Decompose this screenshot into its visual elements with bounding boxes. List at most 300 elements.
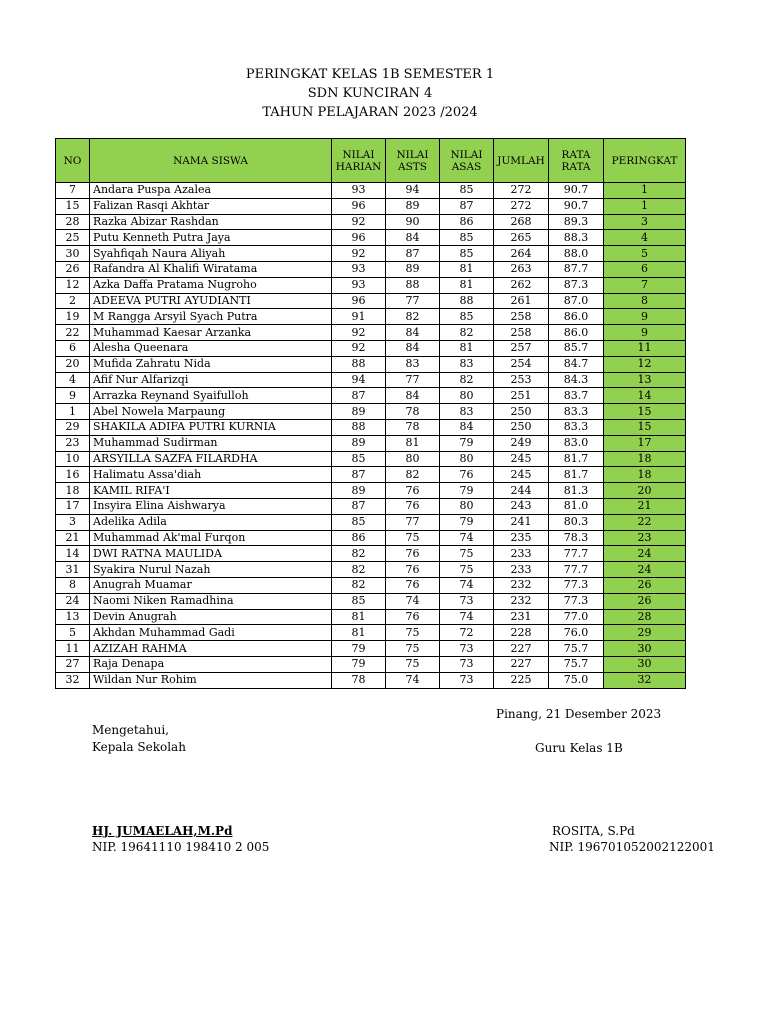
- cell-harian: 92: [332, 325, 386, 341]
- table-row: [56, 261, 686, 277]
- cell-jumlah: 231: [494, 609, 549, 625]
- cell-rata: 83.7: [549, 388, 604, 404]
- cell-peringkat: 14: [604, 388, 686, 404]
- cell-no: 26: [56, 261, 90, 277]
- cell-peringkat: 1: [604, 183, 686, 199]
- cell-nama: Halimatu Assa'diah: [90, 467, 332, 483]
- cell-nama: Alesha Queenara: [90, 340, 332, 356]
- cell-nama: DWI RATNA MAULIDA: [90, 546, 332, 562]
- cell-rata: 75.7: [549, 656, 604, 672]
- table-row: [56, 183, 686, 199]
- cell-nama: Muhammad Sudirman: [90, 435, 332, 451]
- cell-jumlah: 258: [494, 325, 549, 341]
- cell-peringkat: 21: [604, 498, 686, 514]
- cell-nama: Naomi Niken Ramadhina: [90, 593, 332, 609]
- cell-nama: Azka Daffa Pratama Nugroho: [90, 277, 332, 293]
- cell-jumlah: 227: [494, 641, 549, 657]
- cell-asts: 77: [386, 372, 440, 388]
- cell-rata: 80.3: [549, 514, 604, 530]
- cell-nama: Arrazka Reynand Syaifulloh: [90, 388, 332, 404]
- table-row: [56, 609, 686, 625]
- cell-rata: 89.3: [549, 214, 604, 230]
- table-row: [56, 514, 686, 530]
- col-header-harian-line1: NILAI: [342, 148, 375, 161]
- cell-nama: ARSYILLA SAZFA FILARDHA: [90, 451, 332, 467]
- cell-harian: 82: [332, 546, 386, 562]
- col-header-rata-line1: RATA: [561, 148, 591, 161]
- guru-kelas-name: ROSITA, S.Pd: [552, 824, 635, 838]
- cell-asts: 81: [386, 435, 440, 451]
- kepala-sekolah-nip: NIP. 19641110 198410 2 005: [92, 840, 270, 854]
- cell-no: 29: [56, 419, 90, 435]
- cell-rata: 75.0: [549, 672, 604, 688]
- col-header-asas-line2: ASAS: [451, 160, 482, 173]
- cell-jumlah: 257: [494, 340, 549, 356]
- cell-jumlah: 245: [494, 451, 549, 467]
- cell-no: 5: [56, 625, 90, 641]
- cell-harian: 79: [332, 656, 386, 672]
- cell-asts: 87: [386, 246, 440, 262]
- cell-asts: 77: [386, 293, 440, 309]
- cell-rata: 85.7: [549, 340, 604, 356]
- cell-no: 19: [56, 309, 90, 325]
- cell-asas: 83: [440, 404, 494, 420]
- cell-asas: 81: [440, 277, 494, 293]
- cell-rata: 86.0: [549, 325, 604, 341]
- cell-asts: 82: [386, 467, 440, 483]
- cell-peringkat: 5: [604, 246, 686, 262]
- col-header-harian-line2: HARIAN: [335, 160, 382, 173]
- cell-peringkat: 6: [604, 261, 686, 277]
- cell-nama: Muhammad Kaesar Arzanka: [90, 325, 332, 341]
- cell-asas: 73: [440, 672, 494, 688]
- cell-rata: 84.7: [549, 356, 604, 372]
- cell-asts: 80: [386, 451, 440, 467]
- cell-asas: 74: [440, 577, 494, 593]
- cell-harian: 96: [332, 230, 386, 246]
- cell-peringkat: 29: [604, 625, 686, 641]
- cell-peringkat: 22: [604, 514, 686, 530]
- cell-asts: 75: [386, 641, 440, 657]
- table-row: [56, 641, 686, 657]
- table-body: [56, 183, 686, 689]
- cell-asts: 76: [386, 609, 440, 625]
- cell-harian: 87: [332, 498, 386, 514]
- cell-rata: 87.0: [549, 293, 604, 309]
- cell-nama: SHAKILA ADIFA PUTRI KURNIA: [90, 419, 332, 435]
- cell-nama: Muhammad Ak'mal Furqon: [90, 530, 332, 546]
- table-row: [56, 625, 686, 641]
- cell-peringkat: 7: [604, 277, 686, 293]
- cell-asas: 76: [440, 467, 494, 483]
- table-row: [56, 419, 686, 435]
- cell-no: 4: [56, 372, 90, 388]
- cell-jumlah: 253: [494, 372, 549, 388]
- cell-harian: 85: [332, 514, 386, 530]
- cell-peringkat: 1: [604, 198, 686, 214]
- table-row: [56, 451, 686, 467]
- cell-asas: 75: [440, 562, 494, 578]
- table-header-row: [56, 139, 686, 183]
- cell-harian: 87: [332, 467, 386, 483]
- cell-jumlah: 232: [494, 593, 549, 609]
- table-row: [56, 230, 686, 246]
- col-header-jumlah: JUMLAH: [494, 139, 549, 183]
- cell-asts: 88: [386, 277, 440, 293]
- cell-asts: 74: [386, 672, 440, 688]
- cell-nama: Andara Puspa Azalea: [90, 183, 332, 199]
- cell-no: 14: [56, 546, 90, 562]
- table-row: [56, 546, 686, 562]
- cell-rata: 88.0: [549, 246, 604, 262]
- cell-nama: Falizan Rasqi Akhtar: [90, 198, 332, 214]
- cell-no: 17: [56, 498, 90, 514]
- cell-no: 27: [56, 656, 90, 672]
- col-header-asas-line1: NILAI: [450, 148, 483, 161]
- cell-asas: 82: [440, 372, 494, 388]
- cell-nama: Akhdan Muhammad Gadi: [90, 625, 332, 641]
- cell-rata: 86.0: [549, 309, 604, 325]
- cell-jumlah: 261: [494, 293, 549, 309]
- cell-jumlah: 249: [494, 435, 549, 451]
- cell-nama: Abel Nowela Marpaung: [90, 404, 332, 420]
- table-row: [56, 325, 686, 341]
- cell-peringkat: 11: [604, 340, 686, 356]
- cell-asas: 73: [440, 641, 494, 657]
- cell-nama: M Rangga Arsyil Syach Putra: [90, 309, 332, 325]
- cell-asas: 82: [440, 325, 494, 341]
- cell-nama: Wildan Nur Rohim: [90, 672, 332, 688]
- table-row: [56, 246, 686, 262]
- cell-asts: 77: [386, 514, 440, 530]
- cell-rata: 84.3: [549, 372, 604, 388]
- cell-rata: 81.0: [549, 498, 604, 514]
- cell-nama: Devin Anugrah: [90, 609, 332, 625]
- cell-asas: 81: [440, 261, 494, 277]
- cell-asts: 82: [386, 309, 440, 325]
- table-row: [56, 293, 686, 309]
- table-row: [56, 372, 686, 388]
- cell-jumlah: 227: [494, 656, 549, 672]
- cell-asas: 79: [440, 435, 494, 451]
- cell-asas: 81: [440, 340, 494, 356]
- cell-peringkat: 20: [604, 483, 686, 499]
- col-header-nama: NAMA SISWA: [90, 139, 332, 183]
- cell-peringkat: 17: [604, 435, 686, 451]
- cell-peringkat: 3: [604, 214, 686, 230]
- cell-no: 31: [56, 562, 90, 578]
- table-row: [56, 404, 686, 420]
- cell-rata: 77.3: [549, 577, 604, 593]
- cell-jumlah: 235: [494, 530, 549, 546]
- cell-no: 12: [56, 277, 90, 293]
- cell-nama: Afif Nur Alfarizqi: [90, 372, 332, 388]
- cell-peringkat: 15: [604, 404, 686, 420]
- cell-peringkat: 30: [604, 656, 686, 672]
- cell-asas: 84: [440, 419, 494, 435]
- cell-asas: 85: [440, 309, 494, 325]
- cell-rata: 78.3: [549, 530, 604, 546]
- cell-peringkat: 15: [604, 419, 686, 435]
- cell-harian: 96: [332, 198, 386, 214]
- table-row: [56, 562, 686, 578]
- cell-harian: 86: [332, 530, 386, 546]
- cell-nama: Insyira Elina Aishwarya: [90, 498, 332, 514]
- cell-asas: 85: [440, 230, 494, 246]
- cell-jumlah: 225: [494, 672, 549, 688]
- cell-asas: 73: [440, 593, 494, 609]
- table-row: [56, 214, 686, 230]
- col-header-rata-line2: RATA: [561, 160, 591, 173]
- cell-peringkat: 4: [604, 230, 686, 246]
- cell-harian: 89: [332, 435, 386, 451]
- col-header-no: NO: [56, 139, 90, 183]
- table-row: [56, 340, 686, 356]
- cell-harian: 81: [332, 625, 386, 641]
- cell-no: 21: [56, 530, 90, 546]
- cell-nama: Syakira Nurul Nazah: [90, 562, 332, 578]
- cell-no: 25: [56, 230, 90, 246]
- cell-asas: 79: [440, 514, 494, 530]
- cell-harian: 85: [332, 593, 386, 609]
- cell-asas: 74: [440, 530, 494, 546]
- cell-peringkat: 13: [604, 372, 686, 388]
- cell-no: 3: [56, 514, 90, 530]
- table-row: [56, 277, 686, 293]
- cell-no: 7: [56, 183, 90, 199]
- cell-harian: 87: [332, 388, 386, 404]
- cell-nama: Razka Abizar Rashdan: [90, 214, 332, 230]
- academic-year: TAHUN PELAJARAN 2023 /2024: [262, 105, 478, 120]
- cell-asts: 76: [386, 546, 440, 562]
- cell-harian: 92: [332, 246, 386, 262]
- guru-kelas-title: Guru Kelas 1B: [535, 741, 623, 755]
- cell-jumlah: 241: [494, 514, 549, 530]
- cell-rata: 83.0: [549, 435, 604, 451]
- cell-harian: 96: [332, 293, 386, 309]
- document-title: PERINGKAT KELAS 1B SEMESTER 1: [245, 67, 495, 82]
- cell-jumlah: 250: [494, 419, 549, 435]
- col-header-asts-line1: NILAI: [396, 148, 429, 161]
- cell-jumlah: 250: [494, 404, 549, 420]
- table-row: [56, 435, 686, 451]
- table-row: [56, 593, 686, 609]
- cell-no: 20: [56, 356, 90, 372]
- cell-harian: 85: [332, 451, 386, 467]
- cell-peringkat: 12: [604, 356, 686, 372]
- cell-harian: 93: [332, 183, 386, 199]
- cell-harian: 92: [332, 214, 386, 230]
- cell-no: 8: [56, 577, 90, 593]
- cell-rata: 83.3: [549, 404, 604, 420]
- cell-nama: ADEEVA PUTRI AYUDIANTI: [90, 293, 332, 309]
- cell-nama: Anugrah Muamar: [90, 577, 332, 593]
- cell-asas: 80: [440, 388, 494, 404]
- cell-harian: 89: [332, 404, 386, 420]
- cell-harian: 88: [332, 419, 386, 435]
- cell-no: 13: [56, 609, 90, 625]
- cell-nama: KAMIL RIFA'I: [90, 483, 332, 499]
- cell-no: 6: [56, 340, 90, 356]
- cell-no: 16: [56, 467, 90, 483]
- cell-peringkat: 24: [604, 562, 686, 578]
- cell-rata: 83.3: [549, 419, 604, 435]
- table-row: [56, 388, 686, 404]
- table-row: [56, 498, 686, 514]
- mengetahui-label: Mengetahui,: [92, 723, 169, 737]
- cell-no: 23: [56, 435, 90, 451]
- table-row: [56, 672, 686, 688]
- cell-jumlah: 245: [494, 467, 549, 483]
- cell-peringkat: 26: [604, 577, 686, 593]
- cell-rata: 87.3: [549, 277, 604, 293]
- cell-asts: 94: [386, 183, 440, 199]
- cell-asas: 86: [440, 214, 494, 230]
- cell-peringkat: 28: [604, 609, 686, 625]
- cell-asas: 88: [440, 293, 494, 309]
- cell-no: 9: [56, 388, 90, 404]
- cell-asts: 84: [386, 325, 440, 341]
- cell-jumlah: 258: [494, 309, 549, 325]
- cell-asas: 72: [440, 625, 494, 641]
- cell-asts: 78: [386, 404, 440, 420]
- cell-asts: 75: [386, 656, 440, 672]
- cell-jumlah: 233: [494, 562, 549, 578]
- cell-peringkat: 23: [604, 530, 686, 546]
- cell-asas: 80: [440, 451, 494, 467]
- cell-no: 32: [56, 672, 90, 688]
- kepala-sekolah-name: HJ. JUMAELAH,M.Pd: [92, 824, 233, 838]
- table-row: [56, 656, 686, 672]
- cell-no: 10: [56, 451, 90, 467]
- cell-asts: 75: [386, 530, 440, 546]
- cell-jumlah: 263: [494, 261, 549, 277]
- cell-jumlah: 262: [494, 277, 549, 293]
- cell-jumlah: 232: [494, 577, 549, 593]
- cell-peringkat: 32: [604, 672, 686, 688]
- cell-jumlah: 268: [494, 214, 549, 230]
- cell-rata: 76.0: [549, 625, 604, 641]
- cell-rata: 81.7: [549, 467, 604, 483]
- cell-asas: 83: [440, 356, 494, 372]
- col-header-harian: [332, 139, 386, 183]
- cell-rata: 77.3: [549, 593, 604, 609]
- cell-jumlah: 243: [494, 498, 549, 514]
- cell-no: 24: [56, 593, 90, 609]
- cell-no: 11: [56, 641, 90, 657]
- cell-no: 30: [56, 246, 90, 262]
- cell-rata: 77.0: [549, 609, 604, 625]
- cell-asts: 76: [386, 577, 440, 593]
- cell-asts: 84: [386, 340, 440, 356]
- cell-harian: 88: [332, 356, 386, 372]
- kepala-sekolah-title: Kepala Sekolah: [92, 740, 186, 754]
- cell-asas: 73: [440, 656, 494, 672]
- col-header-asas: [440, 139, 494, 183]
- cell-jumlah: 272: [494, 198, 549, 214]
- cell-jumlah: 244: [494, 483, 549, 499]
- table-row: [56, 467, 686, 483]
- cell-rata: 87.7: [549, 261, 604, 277]
- cell-nama: Mufida Zahratu Nida: [90, 356, 332, 372]
- cell-rata: 75.7: [549, 641, 604, 657]
- cell-rata: 90.7: [549, 183, 604, 199]
- cell-asts: 89: [386, 261, 440, 277]
- table-row: [56, 577, 686, 593]
- cell-asas: 85: [440, 183, 494, 199]
- cell-rata: 77.7: [549, 562, 604, 578]
- cell-rata: 90.7: [549, 198, 604, 214]
- cell-harian: 81: [332, 609, 386, 625]
- cell-asas: 80: [440, 498, 494, 514]
- col-header-peringkat: PERINGKAT: [604, 139, 686, 183]
- cell-jumlah: 228: [494, 625, 549, 641]
- table-row: [56, 198, 686, 214]
- cell-no: 22: [56, 325, 90, 341]
- table-row: [56, 356, 686, 372]
- cell-peringkat: 24: [604, 546, 686, 562]
- ranking-table: [55, 138, 686, 689]
- cell-jumlah: 254: [494, 356, 549, 372]
- cell-harian: 89: [332, 483, 386, 499]
- cell-asts: 78: [386, 419, 440, 435]
- cell-peringkat: 18: [604, 451, 686, 467]
- cell-nama: Rafandra Al Khalifi Wiratama: [90, 261, 332, 277]
- cell-harian: 93: [332, 261, 386, 277]
- cell-nama: Syahfiqah Naura Aliyah: [90, 246, 332, 262]
- school-name: SDN KUNCIRAN 4: [307, 86, 433, 101]
- cell-harian: 93: [332, 277, 386, 293]
- guru-kelas-nip: NIP. 196701052002122001: [549, 840, 715, 854]
- cell-harian: 91: [332, 309, 386, 325]
- cell-peringkat: 18: [604, 467, 686, 483]
- cell-asts: 83: [386, 356, 440, 372]
- cell-harian: 92: [332, 340, 386, 356]
- cell-asts: 76: [386, 483, 440, 499]
- cell-rata: 88.3: [549, 230, 604, 246]
- cell-asts: 89: [386, 198, 440, 214]
- cell-asas: 74: [440, 609, 494, 625]
- cell-nama: AZIZAH RAHMA: [90, 641, 332, 657]
- cell-rata: 81.7: [549, 451, 604, 467]
- cell-peringkat: 30: [604, 641, 686, 657]
- cell-jumlah: 265: [494, 230, 549, 246]
- table-row: [56, 530, 686, 546]
- cell-asts: 90: [386, 214, 440, 230]
- cell-nama: Adelika Adila: [90, 514, 332, 530]
- place-date: Pinang, 21 Desember 2023: [496, 707, 662, 721]
- cell-jumlah: 233: [494, 546, 549, 562]
- cell-no: 18: [56, 483, 90, 499]
- cell-harian: 82: [332, 562, 386, 578]
- cell-no: 2: [56, 293, 90, 309]
- cell-peringkat: 9: [604, 325, 686, 341]
- cell-harian: 79: [332, 641, 386, 657]
- cell-jumlah: 264: [494, 246, 549, 262]
- cell-asas: 75: [440, 546, 494, 562]
- cell-nama: Putu Kenneth Putra Jaya: [90, 230, 332, 246]
- cell-asts: 75: [386, 625, 440, 641]
- cell-peringkat: 8: [604, 293, 686, 309]
- cell-asas: 87: [440, 198, 494, 214]
- cell-asts: 84: [386, 230, 440, 246]
- cell-rata: 81.3: [549, 483, 604, 499]
- cell-harian: 94: [332, 372, 386, 388]
- cell-harian: 82: [332, 577, 386, 593]
- cell-no: 1: [56, 404, 90, 420]
- cell-rata: 77.7: [549, 546, 604, 562]
- cell-asts: 76: [386, 562, 440, 578]
